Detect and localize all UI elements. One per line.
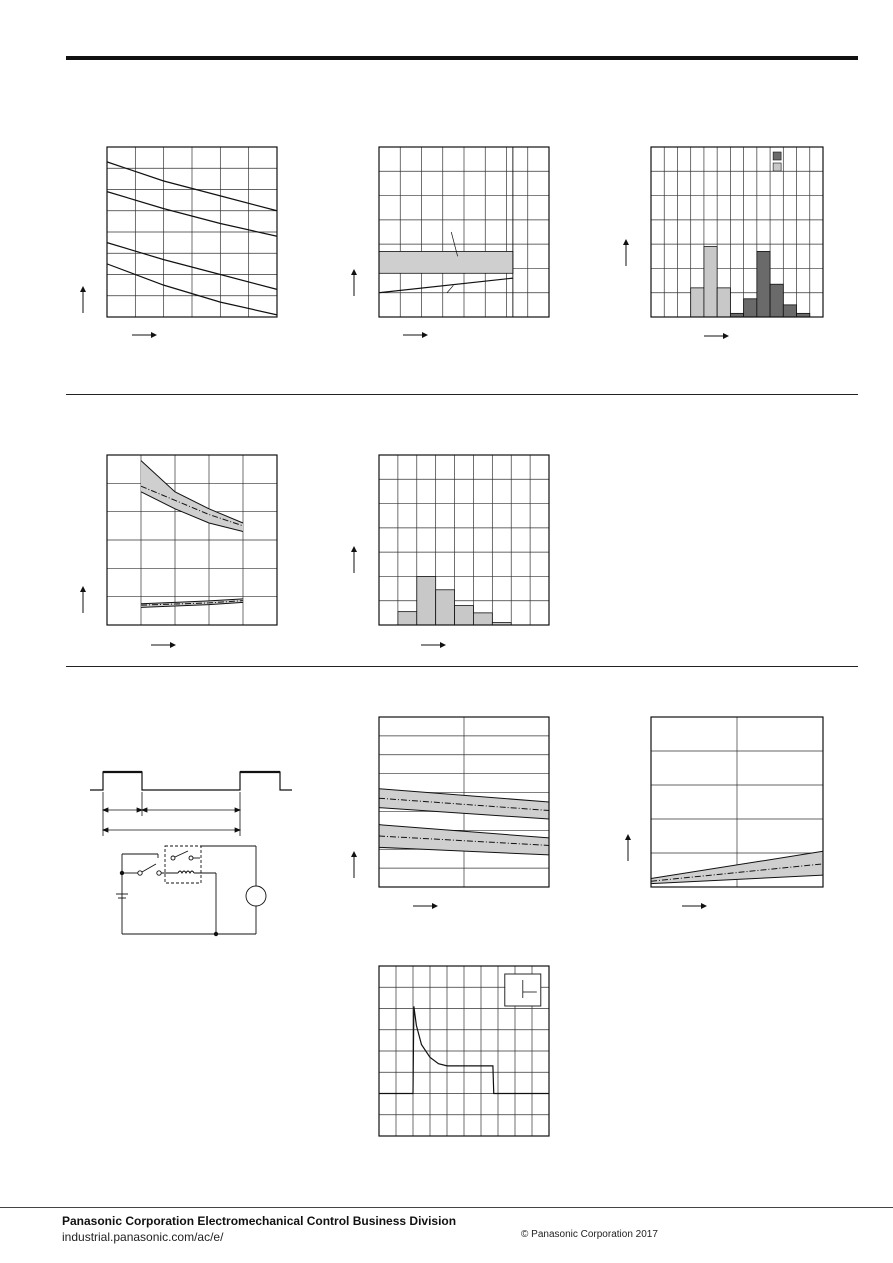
- bar-histogram: [417, 576, 436, 625]
- y-axis-arrow: [349, 545, 359, 575]
- legend-swatch-dark: [773, 152, 781, 160]
- y-axis-arrow: [349, 850, 359, 880]
- bar-histogram: [398, 612, 417, 625]
- bar-dark: [783, 305, 796, 317]
- legend-swatch-light: [773, 163, 781, 171]
- bar-dark: [770, 284, 783, 317]
- leader-line: [447, 285, 453, 292]
- chart-1: [107, 147, 277, 317]
- chart-5: [379, 455, 549, 625]
- bar-histogram: [436, 590, 455, 625]
- section-divider: [66, 666, 858, 667]
- bar-light: [691, 288, 704, 317]
- section-divider: [66, 394, 858, 395]
- y-axis-arrow: [623, 833, 633, 863]
- chart-8: [379, 966, 549, 1136]
- junction-dot: [120, 871, 124, 875]
- junction-dot: [214, 932, 218, 936]
- chart-6: [379, 717, 549, 887]
- chart-frame: [651, 147, 823, 317]
- bar-dark: [757, 251, 770, 317]
- header-rule: [66, 56, 858, 60]
- footer-rule: [0, 1207, 893, 1208]
- x-axis-arrow: [401, 330, 431, 340]
- x-axis-arrow: [149, 640, 179, 650]
- chart-4: [107, 455, 277, 625]
- y-axis-arrow: [349, 268, 359, 298]
- x-axis-arrow: [130, 330, 160, 340]
- x-axis-arrow: [411, 901, 441, 911]
- dimension-lines: [103, 792, 240, 836]
- y-axis-arrow: [78, 585, 88, 615]
- series-lower-line: [379, 278, 513, 293]
- bar-histogram: [455, 606, 474, 625]
- chart-3: [651, 147, 823, 317]
- footer-copyright: © Panasonic Corporation 2017: [521, 1229, 658, 1240]
- bar-dark: [744, 299, 757, 317]
- timing-circuit-diagram: [88, 760, 298, 940]
- bar-light: [717, 288, 730, 317]
- x-axis-arrow: [419, 640, 449, 650]
- chart-7: [651, 717, 823, 887]
- footer-company: Panasonic Corporation Electromechanical Control Business Division: [62, 1214, 457, 1228]
- range-band: [379, 251, 513, 273]
- chart-2: [379, 147, 549, 317]
- chart-frame: [379, 455, 549, 625]
- bar-histogram: [473, 613, 492, 625]
- circuit: [116, 846, 266, 934]
- x-axis-arrow: [680, 901, 710, 911]
- x-axis-arrow: [702, 331, 732, 341]
- pulse-waveform: [90, 772, 292, 790]
- bar-light: [704, 247, 717, 317]
- footer-url[interactable]: industrial.panasonic.com/ac/e/: [62, 1230, 224, 1244]
- y-axis-arrow: [78, 285, 88, 315]
- y-axis-arrow: [621, 238, 631, 268]
